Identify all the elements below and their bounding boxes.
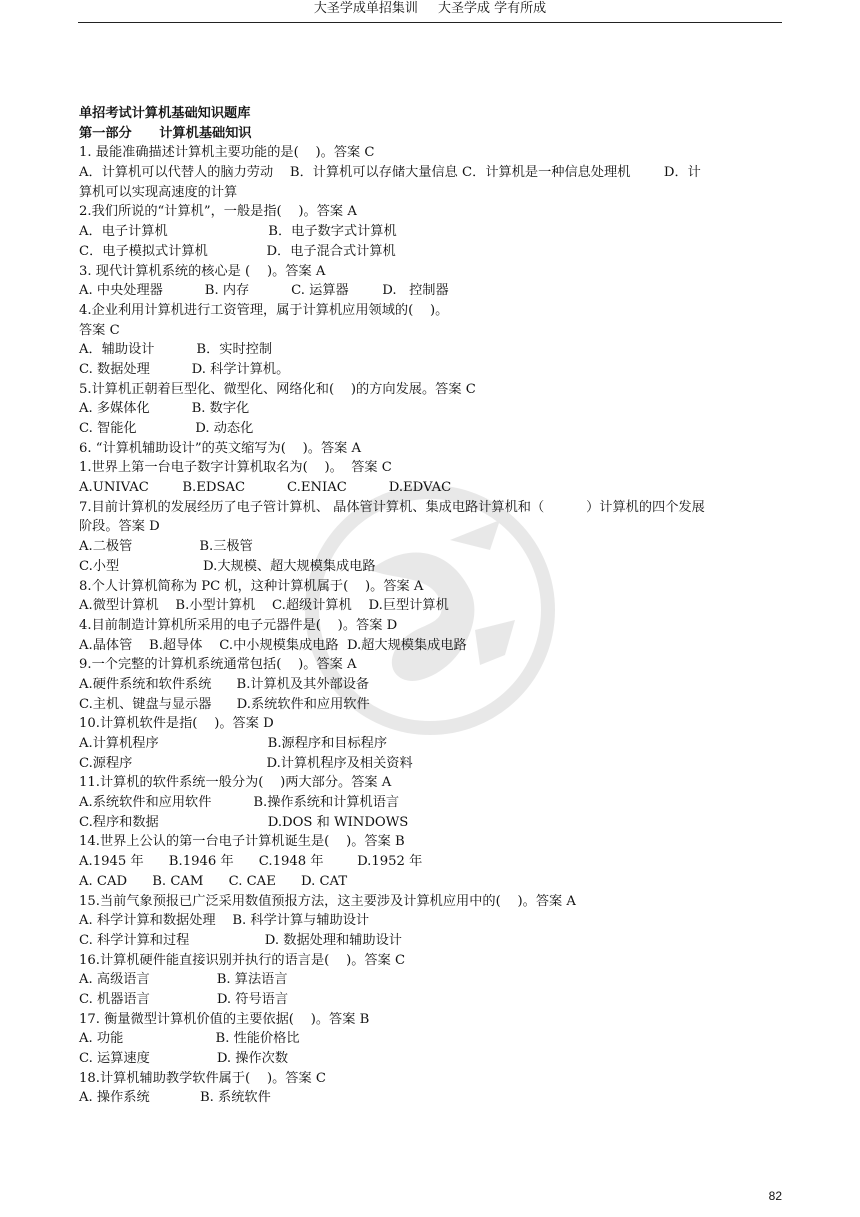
text-line: 10.计算机软件是指( )。答案 D (79, 716, 274, 732)
text-line: A. CAD B. CAM C. CAE D. CAT (79, 873, 348, 889)
text-line: A．电子计算机 B．电子数字式计算机 (79, 224, 397, 240)
text-line: 7.目前计算机的发展经历了电子管计算机、 晶体管计算机、集成电路计算机和（ ）计算机的四个发展 (79, 499, 705, 515)
text-line: A. 高级语言 B. 算法语言 (79, 972, 288, 988)
text-line: C. 机器语言 D. 符号语言 (79, 991, 289, 1007)
text-line: 16.计算机硬件能直接识别并执行的语言是( )。答案 C (79, 952, 406, 968)
text-line: C. 科学计算和过程 D. 数据处理和辅助设计 (79, 932, 402, 948)
document-title: 单招考试计算机基础知识题库 (79, 106, 251, 121)
page-header (78, 0, 782, 23)
text-line: A.1945 年 B.1946 年 C.1948 年 D.1952 年 (79, 854, 423, 870)
text-line: 5.计算机正朝着巨型化、微型化、网络化和( )的方向发展。答案 C (79, 381, 476, 397)
text-line: C.小型 D.大规模、超大规模集成电路 (79, 558, 376, 574)
text-line: 18.计算机辅助教学软件属于( )。答案 C (79, 1070, 326, 1086)
text-line: A. 功能 B. 性能价格比 (79, 1031, 300, 1047)
text-line: 17. 衡量微型计算机价值的主要依据( )。答案 B (79, 1011, 370, 1027)
text-line: A.微型计算机 B.小型计算机 C.超级计算机 D.巨型计算机 (79, 598, 449, 614)
text-line: 算机可以实现高速度的计算 (79, 184, 238, 200)
text-line: 11.计算机的软件系统一般分为( )两大部分。答案 A (79, 775, 392, 791)
text-line: 6. “计算机辅助设计”的英文缩写为( )。答案 A (79, 440, 362, 456)
text-line: A.系统软件和应用软件 B.操作系统和计算机语言 (79, 795, 400, 811)
text-line: 9.一个完整的计算机系统通常包括( )。答案 A (79, 657, 357, 673)
text-line: A.二极管 B.三极管 (79, 539, 253, 555)
page-number: 82 (768, 1189, 782, 1203)
text-line: 4.目前制造计算机所采用的电子元器件是( )。答案 D (79, 617, 398, 633)
text-line: 8.个人计算机简称为 PC 机，这种计算机属于( )。答案 A (79, 578, 424, 594)
text-line: A. 操作系统 B. 系统软件 (79, 1090, 271, 1106)
text-line: 14.世界上公认的第一台电子计算机诞生是( )。答案 B (79, 834, 405, 850)
section-heading: 第一部分 计算机基础知识 (79, 125, 252, 141)
text-line: A.计算机程序 B.源程序和目标程序 (79, 736, 388, 751)
text-line: A．辅助设计 B．实时控制 (79, 342, 273, 358)
text-line: 15.当前气象预报已广泛采用数值预报方法，这主要涉及计算机应用中的( )。答案 A (79, 893, 576, 909)
header-right-text: 大圣学成 学有所成 (438, 1, 547, 16)
text-line: C. 智能化 D. 动态化 (79, 421, 254, 436)
text-line: 答案 C (79, 322, 120, 338)
text-line: 2.我们所说的“计算机”，一般是指( )。答案 A (79, 204, 357, 220)
text-line: C. 数据处理 D. 科学计算机。 (79, 361, 290, 377)
text-line: C. 运算速度 D. 操作次数 (79, 1051, 289, 1066)
header-left-text: 大圣学成单招集训 (313, 1, 418, 16)
text-line: C.主机、键盘与显示器 D.系统软件和应用软件 (79, 696, 370, 712)
text-line: A.晶体管 B.超导体 C.中小规模集成电路 D.超大规模集成电路 (79, 637, 467, 653)
text-line: A. 多媒体化 B. 数字化 (79, 401, 250, 417)
text-line: C.源程序 D.计算机程序及相关资料 (79, 755, 413, 771)
text-line: A. 科学计算和数据处理 B. 科学计算与辅助设计 (79, 913, 370, 929)
text-line: 阶段。答案 D (79, 519, 160, 535)
question-list (79, 143, 783, 1108)
text-line: 3. 现代计算机系统的核心是 ( )。答案 A (79, 263, 326, 279)
text-line: A．计算机可以代替人的脑力劳动 B．计算机可以存储大量信息 C．计算机是一种信息处理机 D．计 (79, 165, 701, 181)
text-line: A.硬件系统和软件系统 B.计算机及其外部设备 (79, 676, 370, 692)
text-line: C.程序和数据 D.DOS 和 WINDOWS (79, 814, 409, 830)
text-line: 4.企业利用计算机进行工资管理，属于计算机应用领域的( )。 (79, 302, 449, 318)
document-body (79, 104, 783, 1108)
text-line: 1.世界上第一台电子数字计算机取名为( )。 答案 C (79, 460, 392, 476)
text-line: A.UNIVAC B.EDSAC C.ENIAC D.EDVAC (79, 480, 452, 496)
text-line: 1. 最能准确描述计算机主要功能的是( )。答案 C (79, 145, 375, 161)
text-line: A. 中央处理器 B. 内存 C. 运算器 D. 控制器 (79, 283, 449, 299)
text-line: C．电子模拟式计算机 D．电子混合式计算机 (79, 243, 396, 259)
